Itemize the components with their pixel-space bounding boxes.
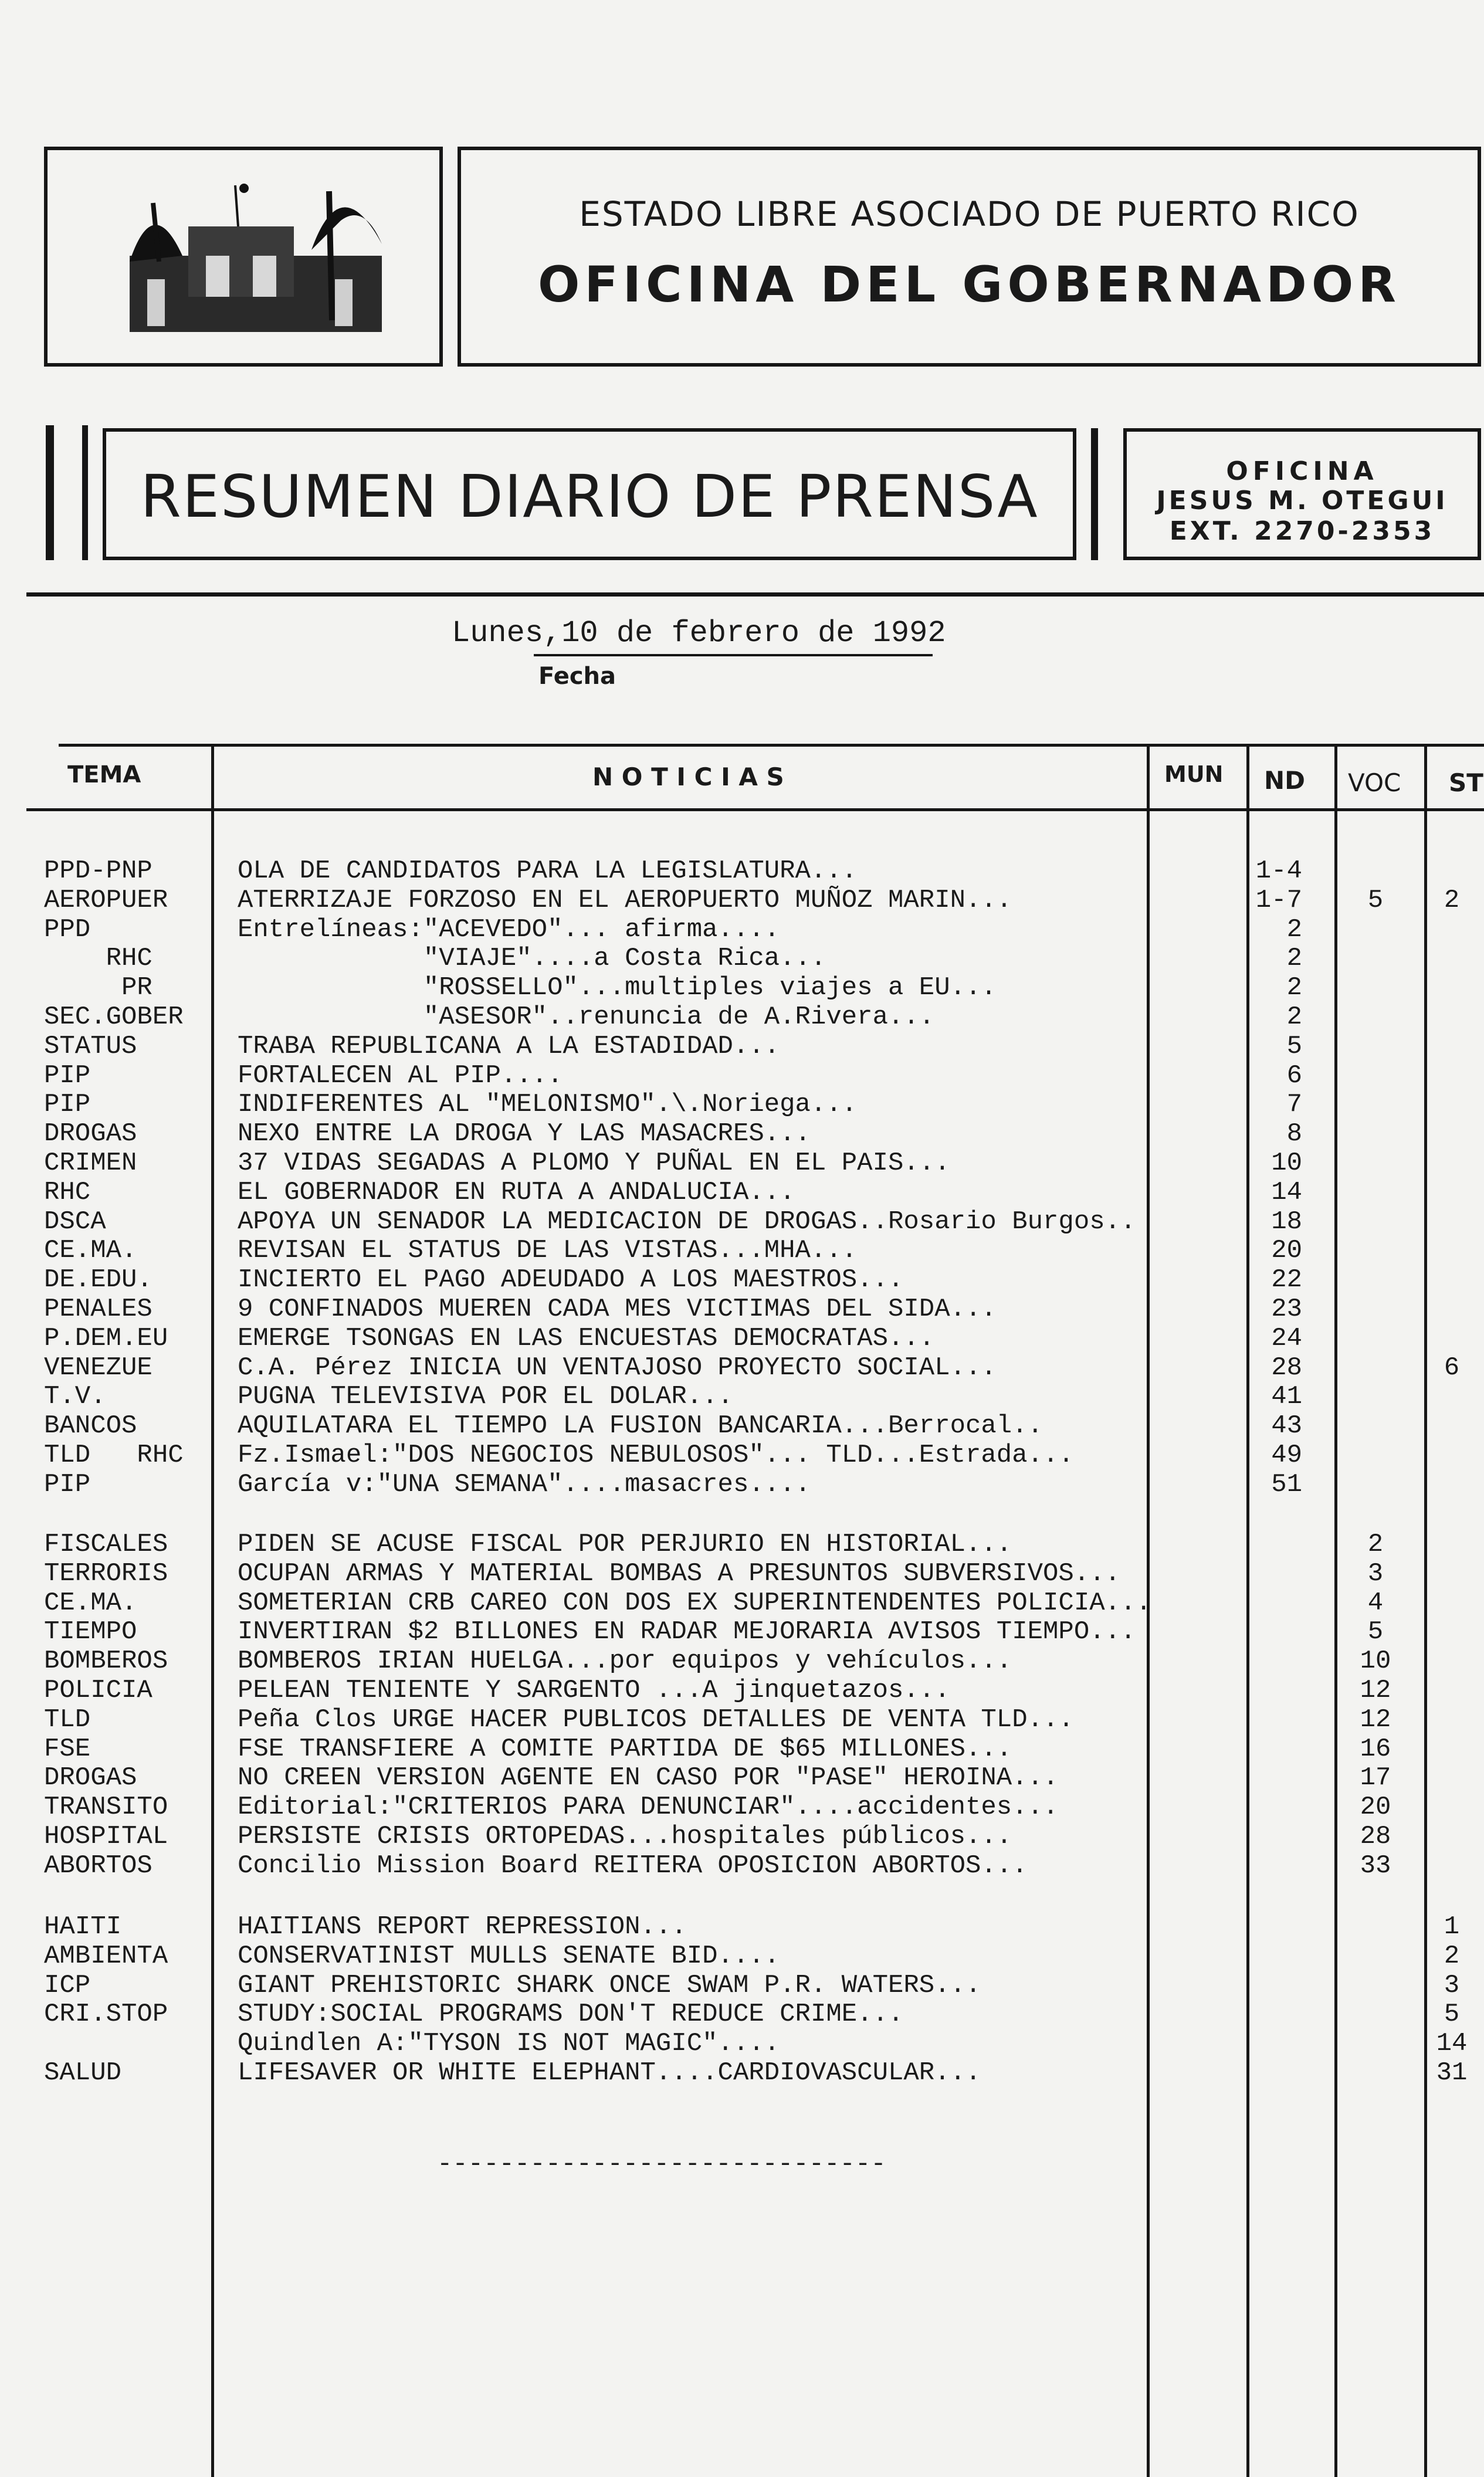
office-box: [1123, 428, 1481, 560]
table-row: [0, 1588, 1484, 1618]
row-tema: HOSPITAL: [44, 1822, 168, 1851]
row-tema: PIP: [44, 1060, 91, 1090]
row-noticia: PERSISTE CRISIS ORTOPEDAS...hospitales públicos...: [238, 1822, 1012, 1851]
row-voc: 4: [1367, 1588, 1384, 1618]
row-nd: 2: [1286, 1002, 1302, 1032]
row-voc: 10: [1360, 1646, 1391, 1676]
row-nd: 2: [1286, 944, 1302, 974]
header-divider: [26, 592, 1484, 597]
table-row: [0, 1119, 1484, 1148]
row-nd: 28: [1271, 1353, 1302, 1382]
row-nd: 41: [1271, 1382, 1302, 1412]
row-st: 3: [1444, 1970, 1460, 2000]
table-row: [0, 1061, 1484, 1090]
date-underline: [534, 654, 933, 656]
row-tema: SEC.GOBER: [44, 1002, 184, 1032]
row-tema: DROGAS: [44, 1763, 137, 1793]
row-noticia: LIFESAVER OR WHITE ELEPHANT....CARDIOVASCULAR...: [238, 2058, 981, 2088]
row-tema: FISCALES: [44, 1530, 168, 1559]
row-tema: CRI.STOP: [44, 2000, 168, 2029]
row-voc: 33: [1360, 1851, 1391, 1880]
header-title-box: [458, 147, 1481, 367]
row-noticia: Peña Clos URGE HACER PUBLICOS DETALLES DE VENTA TLD...: [238, 1705, 1074, 1734]
table-top-border: [59, 744, 1484, 747]
row-tema: DROGAS: [44, 1119, 137, 1149]
table-row: [0, 1646, 1484, 1676]
table-row: [0, 1295, 1484, 1324]
office-name: OFICINA DEL GOBERNADOR: [538, 256, 1401, 313]
row-noticia: GIANT PREHISTORIC SHARK ONCE SWAM P.R. WATERS...: [238, 1970, 981, 2000]
row-noticia: APOYA UN SENADOR LA MEDICACION DE DROGAS..Rosario Burgos..: [238, 1207, 1136, 1236]
table-row: [0, 944, 1484, 973]
table-row: [0, 1734, 1484, 1764]
row-voc: 17: [1360, 1763, 1391, 1793]
seal-box: [44, 147, 443, 367]
row-tema: PIP: [44, 1090, 91, 1120]
row-st: 14: [1436, 2029, 1468, 2059]
row-nd: 8: [1286, 1119, 1302, 1149]
table-row: [0, 1617, 1484, 1646]
row-noticia: NEXO ENTRE LA DROGA Y LAS MASACRES...: [238, 1119, 811, 1149]
row-noticia: HAITIANS REPORT REPRESSION...: [238, 1912, 687, 1941]
row-tema: VENEZUE: [44, 1353, 153, 1382]
report-title: RESUMEN DIARIO DE PRENSA: [140, 462, 1039, 531]
row-noticia: ATERRIZAJE FORZOSO EN EL AEROPUERTO MUÑOZ MARIN...: [238, 885, 1012, 915]
row-voc: 5: [1367, 885, 1384, 915]
table-row: [0, 856, 1484, 886]
row-noticia: "ROSSELLO"...multiples viajes a EU...: [238, 973, 997, 1003]
row-nd: 51: [1271, 1469, 1302, 1499]
footer-rule: -----------------------------: [437, 2150, 886, 2179]
fortaleza-emblem-icon: [118, 168, 394, 338]
left-bar-1: [46, 425, 54, 560]
office-extension: EXT. 2270-2353: [1169, 516, 1435, 546]
row-noticia: Concilio Mission Board REITERA OPOSICION ABORTOS...: [238, 1851, 1028, 1880]
row-noticia: EMERGE TSONGAS EN LAS ENCUESTAS DEMOCRATAS...: [238, 1323, 935, 1353]
row-tema: RHC: [44, 1177, 91, 1207]
row-voc: 5: [1367, 1617, 1384, 1647]
row-voc: 20: [1360, 1792, 1391, 1822]
row-nd: 2: [1286, 973, 1302, 1003]
report-title-box: [103, 428, 1076, 560]
row-voc: 16: [1360, 1734, 1391, 1764]
row-tema: ICP: [44, 1970, 91, 2000]
row-tema: ABORTOS: [44, 1851, 153, 1880]
row-noticia: INDIFERENTES AL "MELONISMO".\.Noriega...: [238, 1090, 858, 1120]
title-bar-right: [1091, 428, 1098, 560]
row-tema: TLD: [44, 1705, 91, 1734]
row-noticia: INVERTIRAN $2 BILLONES EN RADAR MEJORARIA AVISOS TIEMPO...: [238, 1617, 1136, 1647]
date-label: Fecha: [538, 663, 616, 690]
row-tema: CRIMEN: [44, 1148, 137, 1178]
row-voc: 2: [1367, 1530, 1384, 1559]
row-nd: 10: [1271, 1148, 1302, 1178]
row-tema: PPD-PNP: [44, 856, 153, 886]
row-tema: FSE: [44, 1734, 91, 1764]
row-noticia: OCUPAN ARMAS Y MATERIAL BOMBAS A PRESUNTOS SUBVERSIVOS...: [238, 1558, 1121, 1588]
row-tema: T.V.: [44, 1382, 106, 1412]
row-tema: CE.MA.: [44, 1588, 137, 1618]
table-row: [0, 973, 1484, 1002]
row-noticia: FORTALECEN AL PIP....: [238, 1060, 563, 1090]
office-label: OFICINA: [1226, 456, 1378, 486]
row-noticia: C.A. Pérez INICIA UN VENTAJOSO PROYECTO SOCIAL...: [238, 1353, 997, 1382]
row-noticia: Quindlen A:"TYSON IS NOT MAGIC"....: [238, 2029, 780, 2059]
row-tema: DE.EDU.: [44, 1265, 153, 1295]
table-row: [0, 1792, 1484, 1822]
row-noticia: FSE TRANSFIERE A COMITE PARTIDA DE $65 MILLONES...: [238, 1734, 1012, 1764]
row-tema: BANCOS: [44, 1411, 137, 1441]
row-nd: 5: [1286, 1031, 1302, 1061]
row-tema: P.DEM.EU: [44, 1323, 168, 1353]
row-nd: 20: [1271, 1236, 1302, 1266]
row-nd: 23: [1271, 1295, 1302, 1324]
table-row: [0, 1236, 1484, 1265]
row-noticia: CONSERVATINIST MULLS SENATE BID....: [238, 1941, 780, 1971]
table-row: [0, 1470, 1484, 1499]
row-noticia: BOMBEROS IRIAN HUELGA...por equipos y vehículos...: [238, 1646, 1012, 1676]
table-row: [0, 1148, 1484, 1178]
table-row: [0, 2000, 1484, 2029]
row-tema: AEROPUER: [44, 885, 168, 915]
row-voc: 3: [1367, 1558, 1384, 1588]
row-noticia: 9 CONFINADOS MUEREN CADA MES VICTIMAS DEL SIDA...: [238, 1295, 997, 1324]
row-noticia: "ASESOR"..renuncia de A.Rivera...: [238, 1002, 935, 1032]
table-row: [0, 1705, 1484, 1734]
row-tema: TIEMPO: [44, 1617, 137, 1647]
row-tema: TRANSITO: [44, 1792, 168, 1822]
row-noticia: 37 VIDAS SEGADAS A PLOMO Y PUÑAL EN EL PAIS...: [238, 1148, 950, 1178]
row-tema: RHC: [44, 944, 153, 974]
row-nd: 1-4: [1255, 856, 1302, 886]
row-st: 31: [1436, 2058, 1468, 2088]
row-tema: AMBIENTA: [44, 1941, 168, 1971]
column-header-nd: ND: [1264, 766, 1306, 795]
table-row: [0, 1851, 1484, 1880]
table-row: [0, 1912, 1484, 1941]
table-row: [0, 1090, 1484, 1119]
table-row: [0, 915, 1484, 944]
row-noticia: PELEAN TENIENTE Y SARGENTO ...A jinquetazos...: [238, 1676, 950, 1705]
row-noticia: EL GOBERNADOR EN RUTA A ANDALUCIA...: [238, 1177, 795, 1207]
row-tema: PENALES: [44, 1295, 153, 1324]
row-tema: TERRORIS: [44, 1558, 168, 1588]
report-date: Lunes,10 de febrero de 1992: [452, 616, 946, 650]
row-noticia: SOMETERIAN CRB CAREO CON DOS EX SUPERINTENDENTES POLICIA...: [238, 1588, 1151, 1618]
row-nd: 6: [1286, 1060, 1302, 1090]
row-nd: 2: [1286, 914, 1302, 944]
row-nd: 24: [1271, 1323, 1302, 1353]
row-noticia: PUGNA TELEVISIVA POR EL DOLAR...: [238, 1382, 733, 1412]
column-header-mun: MUN: [1164, 761, 1224, 787]
row-nd: 49: [1271, 1441, 1302, 1470]
row-noticia: STUDY:SOCIAL PROGRAMS DON'T REDUCE CRIME...: [238, 2000, 904, 2029]
row-tema: SALUD: [44, 2058, 122, 2088]
row-nd: 14: [1271, 1177, 1302, 1207]
row-noticia: INCIERTO EL PAGO ADEUDADO A LOS MAESTROS...: [238, 1265, 904, 1295]
table-row: [0, 2058, 1484, 2088]
left-bar-2: [82, 425, 88, 560]
government-name: ESTADO LIBRE ASOCIADO DE PUERTO RICO: [579, 194, 1360, 234]
row-tema: TLD RHC: [44, 1441, 184, 1470]
row-noticia: PIDEN SE ACUSE FISCAL POR PERJURIO EN HISTORIAL...: [238, 1530, 1012, 1559]
row-tema: PR: [44, 973, 153, 1003]
row-tema: STATUS: [44, 1031, 137, 1061]
row-nd: 7: [1286, 1090, 1302, 1120]
column-header-noticias: N O T I C I A S: [592, 763, 784, 791]
table-row: [0, 886, 1484, 915]
row-tema: DSCA: [44, 1207, 106, 1236]
table-row: [0, 1971, 1484, 2000]
table-row: [0, 1941, 1484, 1971]
row-noticia: NO CREEN VERSION AGENTE EN CASO POR "PASE" HEROINA...: [238, 1763, 1059, 1793]
table-row: [0, 1002, 1484, 1032]
row-tema: BOMBEROS: [44, 1646, 168, 1676]
row-noticia: "VIAJE"....a Costa Rica...: [238, 944, 826, 974]
row-st: 2: [1444, 885, 1460, 915]
row-st: 2: [1444, 1941, 1460, 1971]
row-st: 5: [1444, 2000, 1460, 2029]
table-row: [0, 1207, 1484, 1236]
row-voc: 28: [1360, 1822, 1391, 1851]
table-row: [0, 1178, 1484, 1207]
row-noticia: Entrelíneas:"ACEVEDO"... afirma....: [238, 914, 780, 944]
row-tema: HAITI: [44, 1912, 122, 1941]
row-tema: PPD: [44, 914, 91, 944]
table-row: [0, 1559, 1484, 1588]
row-tema: CE.MA.: [44, 1236, 137, 1266]
table-row: [0, 1265, 1484, 1295]
row-nd: 43: [1271, 1411, 1302, 1441]
table-row: [0, 1411, 1484, 1441]
row-noticia: REVISAN EL STATUS DE LAS VISTAS...MHA...: [238, 1236, 858, 1266]
row-nd: 1-7: [1255, 885, 1302, 915]
table-row: [0, 1676, 1484, 1705]
table-row: [0, 1382, 1484, 1411]
row-tema: POLICIA: [44, 1676, 153, 1705]
column-header-voc: VOC: [1348, 768, 1401, 797]
row-st: 6: [1444, 1353, 1460, 1382]
table-row: [0, 1032, 1484, 1061]
row-voc: 12: [1360, 1676, 1391, 1705]
column-header-st: ST: [1449, 768, 1483, 797]
row-nd: 22: [1271, 1265, 1302, 1295]
row-noticia: TRABA REPUBLICANA A LA ESTADIDAD...: [238, 1031, 780, 1061]
table-header-bottom-border: [26, 808, 1484, 811]
row-noticia: Fz.Ismael:"DOS NEGOCIOS NEBULOSOS"... TLD...Estrada...: [238, 1441, 1074, 1470]
table-row: [0, 1822, 1484, 1851]
row-noticia: OLA DE CANDIDATOS PARA LA LEGISLATURA...: [238, 856, 858, 886]
table-row: [0, 1324, 1484, 1353]
row-noticia: AQUILATARA EL TIEMPO LA FUSION BANCARIA...Berrocal..: [238, 1411, 1043, 1441]
row-noticia: García v:"UNA SEMANA"....masacres....: [238, 1469, 811, 1499]
row-tema: PIP: [44, 1469, 91, 1499]
table-row: [0, 1763, 1484, 1792]
row-voc: 12: [1360, 1705, 1391, 1734]
row-noticia: Editorial:"CRITERIOS PARA DENUNCIAR"....accidentes...: [238, 1792, 1059, 1822]
row-st: 1: [1444, 1912, 1460, 1941]
table-row: [0, 1530, 1484, 1559]
column-header-tema: TEMA: [67, 761, 141, 788]
table-row: [0, 1353, 1484, 1382]
office-contact-name: JESUS M. OTEGUI: [1156, 486, 1448, 516]
table-row: [0, 2029, 1484, 2058]
row-nd: 18: [1271, 1207, 1302, 1236]
table-row: [0, 1441, 1484, 1470]
